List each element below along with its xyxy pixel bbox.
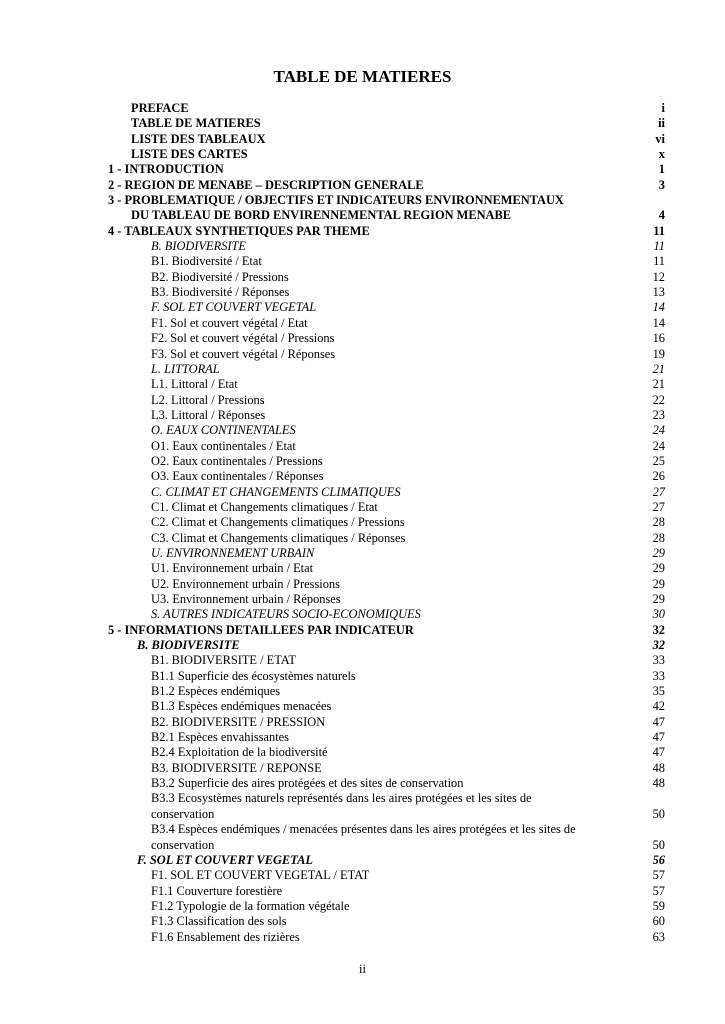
toc-entry[interactable] — [0, 791, 725, 806]
toc-entry-label: F. SOL ET COUVERT VEGETAL — [137, 852, 313, 867]
toc-entry[interactable] — [0, 838, 725, 853]
toc-entry-label: F1. SOL ET COUVERT VEGETAL / ETAT — [151, 868, 370, 883]
toc-entry-page: 1 — [658, 162, 665, 177]
toc-entry-page: 47 — [652, 745, 665, 760]
toc-entry[interactable] — [0, 699, 725, 714]
toc-entry[interactable] — [0, 684, 725, 699]
toc-entry-label: B. BIODIVERSITE — [151, 239, 246, 254]
toc-entry-page: 56 — [652, 852, 665, 867]
toc-entry-label: U2. Environnement urbain / Pressions — [151, 576, 340, 591]
toc-entry-label: B2.4 Exploitation de la biodiversité — [151, 745, 328, 760]
toc-entry-page: 24 — [652, 423, 665, 438]
toc-entry-page: 24 — [652, 438, 665, 453]
toc-entry-page: i — [661, 101, 665, 115]
toc-entry[interactable] — [0, 761, 725, 776]
toc-entry[interactable] — [0, 561, 725, 576]
toc-entry-label: F1.3 Classification des sols — [151, 914, 287, 929]
toc-entry-label: L1. Littoral / Etat — [151, 377, 238, 392]
toc-entry-page: 60 — [652, 914, 665, 929]
toc-entry-page: 14 — [652, 315, 665, 330]
toc-entry-label: B1.1 Superficie des écosystèmes naturels — [151, 668, 356, 683]
toc-entry-label: B3.2 Superficie des aires protégées et des sites de conservation — [151, 776, 464, 791]
toc-entry-label: C. CLIMAT ET CHANGEMENTS CLIMATIQUES — [151, 484, 401, 499]
toc-entry[interactable] — [0, 193, 725, 208]
toc-entry[interactable] — [0, 515, 725, 530]
toc-entry[interactable] — [0, 101, 725, 116]
toc-entry-page: 26 — [652, 469, 665, 484]
toc-entry-page: 29 — [652, 576, 665, 591]
toc-entry-label: F1.6 Ensablement des rizières — [151, 929, 300, 944]
toc-entry-page: 4 — [658, 208, 665, 223]
toc-entry[interactable] — [0, 546, 725, 561]
toc-entry[interactable] — [0, 531, 725, 546]
toc-entry[interactable] — [0, 224, 725, 239]
toc-entry[interactable] — [0, 914, 725, 929]
toc-entry-page: 57 — [652, 883, 665, 898]
toc-entry[interactable] — [0, 607, 725, 622]
toc-entry[interactable] — [0, 208, 725, 223]
toc-entry-label: 1 - INTRODUCTION — [108, 162, 224, 177]
toc-entry[interactable] — [0, 270, 725, 285]
toc-entry-label: L2. Littoral / Pressions — [151, 392, 265, 407]
toc-entry-page: 3 — [658, 177, 665, 192]
toc-entry[interactable] — [0, 884, 725, 899]
toc-entry[interactable] — [0, 423, 725, 438]
toc-entry-page: 16 — [652, 331, 665, 346]
toc-entry[interactable] — [0, 178, 725, 193]
toc-entry-label: B1.3 Espèces endémiques menacées — [151, 699, 332, 714]
toc-entry[interactable] — [0, 592, 725, 607]
toc-entry-label: C1. Climat et Changements climatiques / Etat — [151, 499, 378, 514]
toc-entry-page: x — [658, 147, 665, 162]
toc-entry-label: 2 - REGION DE MENABE – DESCRIPTION GENERALE — [108, 177, 424, 192]
toc-entry-page: 14 — [652, 300, 665, 315]
toc-entry[interactable] — [0, 669, 725, 684]
toc-entry-page: 27 — [652, 499, 665, 514]
toc-entry-label: B3. BIODIVERSITE / REPONSE — [151, 760, 322, 775]
toc-entry-page: 21 — [652, 361, 665, 376]
toc-entry-page: 47 — [652, 714, 665, 729]
toc-entry-label: B2. Biodiversité / Pressions — [151, 269, 289, 284]
toc-entry-label: F. SOL ET COUVERT VEGETAL — [151, 300, 317, 315]
toc-entry-label: B1.2 Espèces endémiques — [151, 684, 281, 699]
toc-entry[interactable] — [0, 116, 725, 131]
toc-entry-label: LISTE DES CARTES — [131, 147, 248, 162]
toc-entry-page: 11 — [653, 239, 665, 254]
toc-entry-page: 48 — [652, 760, 665, 775]
toc-entry-page: ii — [658, 116, 665, 131]
toc-entry-page: 12 — [652, 269, 665, 284]
toc-entry-page: 50 — [652, 806, 665, 821]
toc-entry-label: C2. Climat et Changements climatiques / Pressions — [151, 515, 405, 530]
toc-entry-label: DU TABLEAU DE BORD ENVIRENNEMENTAL REGION MENABE — [131, 208, 512, 223]
toc-entry-page: 29 — [652, 545, 665, 560]
toc-entry[interactable] — [0, 147, 725, 162]
toc-entry-page: 32 — [652, 638, 665, 653]
toc-entry[interactable] — [0, 362, 725, 377]
toc-entry-page: 42 — [652, 699, 665, 714]
toc-entry[interactable] — [0, 239, 725, 254]
page-title: TABLE DE MATIERES — [273, 67, 452, 86]
toc-entry-page: 32 — [652, 622, 665, 637]
toc-entry-label: B3.3 Ecosystèmes naturels représentés dans les aires protégées et les sites de — [151, 791, 532, 806]
toc-entry[interactable] — [0, 715, 725, 730]
toc-entry-label: B3. Biodiversité / Réponses — [151, 285, 290, 300]
toc-entry-label: S. AUTRES INDICATEURS SOCIO-ECONOMIQUES — [151, 607, 421, 622]
toc-entry-page: 33 — [652, 653, 665, 668]
toc-entry-page: 21 — [652, 377, 665, 392]
toc-entry[interactable] — [0, 745, 725, 760]
toc-entry[interactable] — [0, 868, 725, 883]
toc-entry-page: 11 — [653, 223, 665, 238]
toc-entry-label: O1. Eaux continentales / Etat — [151, 438, 296, 453]
toc-entry-label: U. ENVIRONNEMENT URBAIN — [151, 545, 315, 560]
toc-entry[interactable] — [0, 853, 725, 868]
toc-entry-label: L3. Littoral / Réponses — [151, 407, 266, 422]
toc-entry-page: 28 — [652, 530, 665, 545]
toc-entry[interactable] — [0, 822, 725, 837]
toc-entry-page: 29 — [652, 561, 665, 576]
toc-entry[interactable] — [0, 408, 725, 423]
toc-entry[interactable] — [0, 930, 725, 945]
toc-entry-label: B3.4 Espèces endémiques / menacées présentes dans les aires protégées et les sites de — [151, 822, 576, 837]
toc-entry[interactable] — [0, 162, 725, 177]
page-number-footer: ii — [359, 962, 366, 976]
toc-entry-label: 4 - TABLEAUX SYNTHETIQUES PAR THEME — [108, 223, 370, 238]
toc-entry-page: 23 — [652, 407, 665, 422]
toc-entry-page: 28 — [652, 515, 665, 530]
toc-entry-page: 30 — [652, 607, 665, 622]
toc-entry-page: 63 — [652, 929, 665, 944]
toc-entry-page: 25 — [652, 453, 665, 468]
toc-entry-label: B1. Biodiversité / Etat — [151, 254, 262, 269]
toc-entry-page: 27 — [652, 484, 665, 499]
toc-entry-label: 3 - PROBLEMATIQUE / OBJECTIFS ET INDICATEURS ENVIRONNEMENTAUX — [108, 193, 564, 208]
toc-entry-label: U3. Environnement urbain / Réponses — [151, 592, 341, 606]
toc-entry-label: O. EAUX CONTINENTALES — [151, 423, 296, 438]
toc-entry-label: F3. Sol et couvert végétal / Réponses — [151, 346, 336, 361]
toc-entry-page: vi — [655, 131, 665, 146]
toc-entry-page: 11 — [653, 254, 665, 269]
toc-entry-label: LISTE DES TABLEAUX — [131, 131, 266, 146]
toc-entry-label: B. BIODIVERSITE — [137, 638, 240, 653]
toc-entry-page: 57 — [652, 868, 665, 883]
toc-entry[interactable] — [0, 347, 725, 362]
toc-entry[interactable] — [0, 132, 725, 147]
toc-entry[interactable] — [0, 316, 725, 331]
toc-entry-page: 50 — [652, 837, 665, 852]
toc-entry-label: TABLE DE MATIERES — [131, 116, 261, 131]
toc-entry[interactable] — [0, 623, 725, 638]
toc-entry-label: PREFACE — [131, 101, 189, 115]
toc-entry-label: B2. BIODIVERSITE / PRESSION — [151, 714, 326, 729]
toc-entry-page: 29 — [652, 592, 665, 606]
toc-entry-page: 13 — [652, 285, 665, 300]
toc-entry-page: 19 — [652, 346, 665, 361]
toc-entry[interactable] — [0, 439, 725, 454]
table-of-contents — [0, 101, 725, 945]
toc-entry[interactable] — [0, 331, 725, 346]
toc-entry[interactable] — [0, 638, 725, 653]
toc-entry-label: conservation — [151, 806, 215, 821]
toc-entry[interactable] — [0, 577, 725, 592]
toc-entry[interactable] — [0, 500, 725, 515]
toc-entry-page: 22 — [652, 392, 665, 407]
toc-entry-page: 48 — [652, 776, 665, 791]
toc-entry-page: 35 — [652, 684, 665, 699]
toc-entry[interactable] — [0, 485, 725, 500]
toc-entry-label: F2. Sol et couvert végétal / Pressions — [151, 331, 335, 346]
toc-entry-label: F1.2 Typologie de la formation végétale — [151, 898, 350, 913]
toc-entry-label: L. LITTORAL — [151, 361, 220, 376]
toc-entry[interactable] — [0, 730, 725, 745]
toc-entry-label: 5 - INFORMATIONS DETAILLEES PAR INDICATEUR — [108, 622, 414, 637]
toc-entry-page: 59 — [652, 898, 665, 913]
toc-entry[interactable] — [0, 377, 725, 392]
toc-entry-label: conservation — [151, 837, 215, 852]
toc-entry[interactable] — [0, 469, 725, 484]
toc-entry[interactable] — [0, 776, 725, 791]
toc-entry[interactable] — [0, 254, 725, 269]
toc-entry-page: 47 — [652, 730, 665, 745]
toc-entry-label: F1.1 Couverture forestière — [151, 883, 283, 898]
toc-entry-label: O2. Eaux continentales / Pressions — [151, 453, 323, 468]
toc-entry[interactable] — [0, 285, 725, 300]
toc-entry-label: C3. Climat et Changements climatiques / Réponses — [151, 530, 406, 545]
toc-entry[interactable] — [0, 300, 725, 315]
toc-entry-label: F1. Sol et couvert végétal / Etat — [151, 315, 308, 330]
toc-entry[interactable] — [0, 454, 725, 469]
toc-entry[interactable] — [0, 653, 725, 668]
toc-entry-label: U1. Environnement urbain / Etat — [151, 561, 314, 576]
toc-entry-label: B2.1 Espèces envahissantes — [151, 730, 289, 745]
toc-entry[interactable] — [0, 393, 725, 408]
toc-entry[interactable] — [0, 899, 725, 914]
toc-entry-page: 33 — [652, 668, 665, 683]
toc-entry-label: B1. BIODIVERSITE / ETAT — [151, 653, 296, 668]
toc-entry-label: O3. Eaux continentales / Réponses — [151, 469, 324, 484]
toc-entry[interactable] — [0, 807, 725, 822]
